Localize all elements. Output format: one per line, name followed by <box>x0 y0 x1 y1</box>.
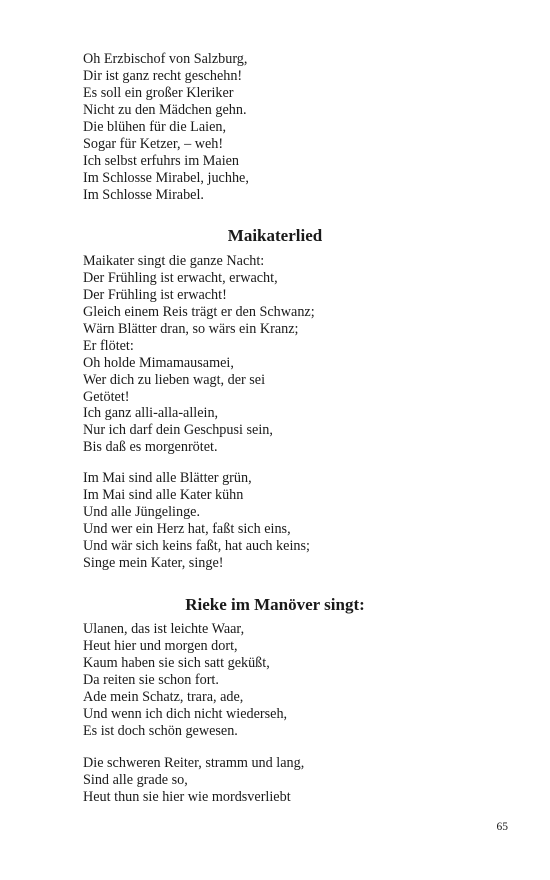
poem-line: Es soll ein großer Kleriker <box>83 84 234 101</box>
poem-line: Wer dich zu lieben wagt, der sei <box>83 371 266 388</box>
poem-line: Da reiten sie schon fort. <box>83 671 219 688</box>
poem-line: Oh Erzbischof von Salzburg, <box>83 51 248 67</box>
stanza-erzbischof <box>83 51 249 203</box>
poem-line: Gleich einem Reis trägt er den Schwanz; <box>83 303 315 320</box>
poem-line: Ich ganz alli-alla-allein, <box>83 405 219 422</box>
stanza-rieke-1 <box>83 621 287 740</box>
page-number: 65 <box>496 821 508 833</box>
poem-line: Heut hier und morgen dort, <box>83 637 238 654</box>
poem-line: Die schweren Reiter, stramm und lang, <box>83 755 305 771</box>
stanza-maikater-2 <box>83 470 310 572</box>
poem-line: Getötet! <box>83 388 130 405</box>
poem-line: Nur ich darf dein Geschpusi sein, <box>83 422 273 439</box>
poem-line: Sind alle grade so, <box>83 771 188 788</box>
poem-line: Nicht zu den Mädchen gehn. <box>83 101 247 118</box>
poem-line: Und wer ein Herz hat, faßt sich eins, <box>83 520 291 537</box>
poem-line: Heut thun sie hier wie mordsverliebt <box>83 788 291 805</box>
poem-line: Ulanen, das ist leichte Waar, <box>83 621 245 637</box>
poem-line: Die blühen für die Laien, <box>83 118 227 135</box>
stanza-rieke-2 <box>83 755 304 806</box>
poem-line: Kaum haben sie sich satt geküßt, <box>83 654 270 671</box>
poem-line: Und wenn ich dich nicht wiederseh, <box>83 705 288 722</box>
poem-title-rieke: Rieke im Manöver singt: <box>185 595 365 614</box>
poem-line: Im Schlosse Mirabel, juchhe, <box>83 169 249 186</box>
poem-line: Ich selbst erfuhrs im Maien <box>83 152 240 169</box>
poem-line: Oh holde Mimamausamei, <box>83 354 234 371</box>
poem-line: Im Mai sind alle Blätter grün, <box>83 470 252 486</box>
poem-line: Im Mai sind alle Kater kühn <box>83 486 244 503</box>
poem-line: Es ist doch schön gewesen. <box>83 722 238 739</box>
poem-line: Er flötet: <box>83 337 134 354</box>
poem-line: Der Frühling ist erwacht, erwacht, <box>83 269 278 286</box>
poem-line: Wärn Blätter dran, so wärs ein Kranz; <box>83 320 299 337</box>
poem-line: Ade mein Schatz, trara, ade, <box>83 688 244 705</box>
poem-line: Bis daß es morgenrötet. <box>83 439 218 456</box>
poem-line: Dir ist ganz recht geschehn! <box>83 67 243 84</box>
poem-line: Und wär sich keins faßt, hat auch keins; <box>83 537 310 554</box>
poem-line: Sogar für Ketzer, – weh! <box>83 135 224 152</box>
poem-line: Maikater singt die ganze Nacht: <box>83 253 265 269</box>
poem-line: Und alle Jüngelinge. <box>83 503 201 520</box>
poem-line: Der Frühling ist erwacht! <box>83 286 227 303</box>
stanza-maikater-1 <box>83 253 315 456</box>
poem-title-maikaterlied: Maikaterlied <box>227 226 323 245</box>
poem-line: Im Schlosse Mirabel. <box>83 186 204 203</box>
poem-line: Singe mein Kater, singe! <box>83 554 224 571</box>
